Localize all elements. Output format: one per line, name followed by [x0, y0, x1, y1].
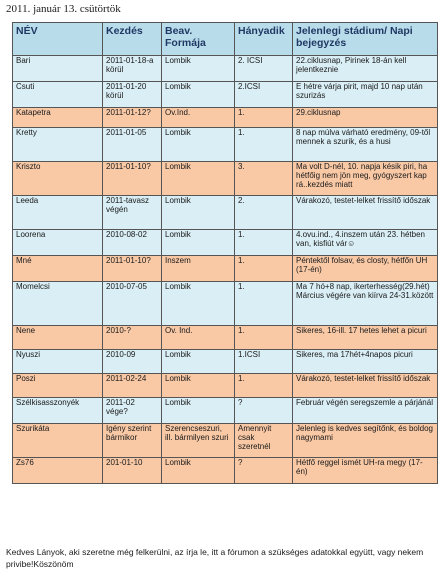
cell-nth: ? — [235, 458, 293, 484]
cell-name: Loorena — [13, 230, 103, 256]
cell-status: 29.ciklusnap — [293, 108, 438, 128]
cell-form: Ov.Ind. — [162, 108, 235, 128]
header-start: Kezdés — [103, 23, 162, 56]
table-row — [13, 398, 438, 424]
cell-nth: 1. — [235, 230, 293, 256]
cell-nth: 1. — [235, 256, 293, 282]
cell-start: 2011-01-05 — [103, 128, 162, 162]
cell-name: Szurikáta — [13, 424, 103, 458]
cell-nth: 1. — [235, 282, 293, 326]
cell-status: 4.ovu.ind., 4.inszem után 23. hétben van, kisfiút vár☺ — [293, 230, 438, 256]
cell-nth: 1. — [235, 326, 293, 350]
cell-start: 2010-09 — [103, 350, 162, 374]
cell-name: Momelcsi — [13, 282, 103, 326]
table-row — [13, 326, 438, 350]
cell-nth: 1.ICSI — [235, 350, 293, 374]
cell-start: 2011-01-20 körül — [103, 82, 162, 108]
cell-start: 2011-01-18-a körül — [103, 56, 162, 82]
date-heading: 2011. január 13. csütörtök — [6, 3, 121, 15]
cell-start: Igény szerint bármikor — [103, 424, 162, 458]
cell-status: Péntektől folsav, és closty, hétfőn UH (17-én) — [293, 256, 438, 282]
cell-form: Lombik — [162, 162, 235, 196]
cell-status: E hétre várja pirit, majd 10 nap után szurizás — [293, 82, 438, 108]
cell-name: Nyuszi — [13, 350, 103, 374]
header-status: Jelenlegi stádium/ Napi bejegyzés — [293, 23, 438, 56]
cell-status: Február végén seregszemle a párjánál — [293, 398, 438, 424]
table-row — [13, 82, 438, 108]
cell-name: Mné — [13, 256, 103, 282]
table-header-row — [13, 23, 438, 56]
cell-nth: 2. ICSI — [235, 56, 293, 82]
cell-name: Leeda — [13, 196, 103, 230]
cell-start: 2010-07-05 — [103, 282, 162, 326]
cell-status: Jelenleg is kedves segítőnk, és boldog nagymami — [293, 424, 438, 458]
cell-form: Lombik — [162, 374, 235, 398]
cell-status: Várakozó, testet-lelket frissítő időszak — [293, 196, 438, 230]
cell-start: 2011-tavasz végén — [103, 196, 162, 230]
table-row — [13, 424, 438, 458]
header-nth: Hányadik — [235, 23, 293, 56]
cell-name: Zs76 — [13, 458, 103, 484]
cell-form: Ov. Ind. — [162, 326, 235, 350]
cell-nth: 2.ICSI — [235, 82, 293, 108]
cell-nth: Amennyit csak szeretnél — [235, 424, 293, 458]
cell-form: Lombik — [162, 82, 235, 108]
cell-name: Kretty — [13, 128, 103, 162]
table-row — [13, 230, 438, 256]
cell-form: Szerencseszuri, ill. bármilyen szuri — [162, 424, 235, 458]
table-row — [13, 196, 438, 230]
table-row — [13, 256, 438, 282]
cell-nth: 2. — [235, 196, 293, 230]
cell-start: 2011-02 vége? — [103, 398, 162, 424]
cell-nth: 1. — [235, 128, 293, 162]
cell-form: Inszem — [162, 256, 235, 282]
cell-name: Kriszto — [13, 162, 103, 196]
footer-note: Kedves Lányok, aki szeretne még felkerülni, az írja le, itt a fórumon a szükséges adatokkal együtt, vagy nekem privibe!Köszönöm — [6, 547, 424, 569]
cell-start: 2010-? — [103, 326, 162, 350]
table-row — [13, 282, 438, 326]
cell-nth: 3. — [235, 162, 293, 196]
cell-nth: ? — [235, 398, 293, 424]
cell-start: 201-01-10 — [103, 458, 162, 484]
cell-form: Lombik — [162, 458, 235, 484]
cell-status: Ma volt D-nél, 10. napja késik piri, ha hétfőig nem jön meg, gyógyszert kap rá..kezdés miatt — [293, 162, 438, 196]
cell-status: 8 nap múlva várható eredmény, 09-től mennek a szurik, és a husi — [293, 128, 438, 162]
cell-name: Nene — [13, 326, 103, 350]
cell-start: 2011-01-10? — [103, 256, 162, 282]
table-row — [13, 374, 438, 398]
cell-name: Szélkisasszonyék — [13, 398, 103, 424]
cell-start: 2011-01-10? — [103, 162, 162, 196]
cell-form: Lombik — [162, 398, 235, 424]
cell-status: Várakozó, testet-lelket frissítő időszak — [293, 374, 438, 398]
cell-form: Lombik — [162, 282, 235, 326]
cell-status: 22.ciklusnap, Pirinek 18-án kell jelentkeznie — [293, 56, 438, 82]
cell-start: 2010-08-02 — [103, 230, 162, 256]
header-name: NÉV — [13, 23, 103, 56]
table-row — [13, 128, 438, 162]
table-row — [13, 350, 438, 374]
cell-nth: 1. — [235, 108, 293, 128]
cell-status: Sikeres, ma 17hét+4napos picuri — [293, 350, 438, 374]
table-row — [13, 56, 438, 82]
cell-form: Lombik — [162, 196, 235, 230]
cell-form: Lombik — [162, 230, 235, 256]
cell-start: 2011-01-12? — [103, 108, 162, 128]
cell-start: 2011-02-24 — [103, 374, 162, 398]
cell-status: Ma 7 hó+8 nap, ikerterhesség(29.hét) Március végére van kiírva 24-31.között — [293, 282, 438, 326]
cell-name: Poszi — [13, 374, 103, 398]
status-table — [12, 22, 438, 484]
cell-form: Lombik — [162, 56, 235, 82]
table-row — [13, 458, 438, 484]
table-row — [13, 162, 438, 196]
cell-form: Lombik — [162, 350, 235, 374]
cell-form: Lombik — [162, 128, 235, 162]
cell-nth: 1. — [235, 374, 293, 398]
header-form: Beav. Formája — [162, 23, 235, 56]
cell-name: Csuti — [13, 82, 103, 108]
cell-name: Katapetra — [13, 108, 103, 128]
table-row — [13, 108, 438, 128]
cell-name: Bari — [13, 56, 103, 82]
cell-status: Hétfő reggel ismét UH-ra megy (17-én) — [293, 458, 438, 484]
cell-status: Sikeres, 16-ill. 17 hetes lehet a picuri — [293, 326, 438, 350]
